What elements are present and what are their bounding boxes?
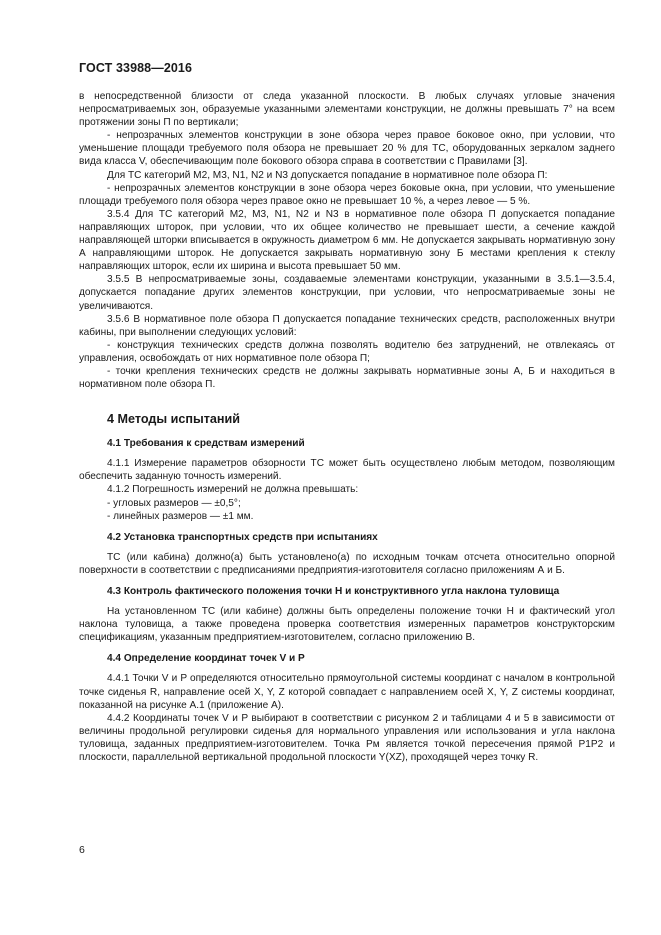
- page-number: 6: [79, 844, 85, 856]
- list-item: - угловых размеров — ±0,5°;: [107, 497, 241, 509]
- clause-3-5-5: 3.5.5 В непросматриваемые зоны, создаваемые элементами конструкции, указанными в 3.5.1—3.5.4, допускается попадание других элементов конструкции, при условии, что непросматриваемые зоны не увеличиваются.: [79, 274, 615, 312]
- subsection-heading: 4.2 Установка транспортных средств при испытаниях: [107, 531, 378, 543]
- clause-4-2: ТС (или кабина) должно(а) быть установлено(а) по исходным точкам отсчета относительно опорной поверхности в соответствии с предписаниями предприятия-изготовителя согласно приложениям А и Б.: [79, 551, 615, 576]
- clause-4-3: На установленном ТС (или кабине) должны быть определены положение точки H и фактический угол наклона туловища, а также проведена проверка соответствия измеренных параметров конструкторским спецификациям, указанным предприятием-изготовителем, согласно приложению В.: [79, 606, 615, 644]
- clause-4-4-1: 4.4.1 Точки V и P определяются относительно прямоугольной системы координат с началом в контрольной точке сиденья R, направление осей X, Y, Z которой совпадает с направлением осей X, Y, Z системы координат, показанной на рисунке А.1 (приложение А).: [79, 673, 615, 711]
- list-item: - линейных размеров — ±1 мм.: [107, 510, 254, 522]
- subsection-heading: 4.3 Контроль фактического положения точки H и конструктивного угла наклона туловища: [107, 586, 560, 597]
- paragraph: Для ТС категорий M2, M3, N1, N2 и N3 допускается попадание в нормативное поле обзора П:: [107, 169, 548, 181]
- clause-4-1-1: 4.1.1 Измерение параметров обзорности ТС может быть осуществлено любым методом, позволяющим обеспечить заданную точность измерений.: [79, 458, 615, 483]
- subsection-heading: 4.4 Определение координат точек V и P: [107, 653, 305, 665]
- clause-3-5-6: 3.5.6 В нормативное поле обзора П допускается попадание технических средств, расположенных внутри кабины, при выполнении следующих условий:: [79, 313, 615, 338]
- clause-4-1-2: 4.1.2 Погрешность измерений не должна превышать:: [107, 484, 359, 496]
- list-item: - непрозрачных элементов конструкции в зоне обзора через боковые окна, при условии, что уменьшение площади требуемого поля обзора через правое окно не превышает 10 %, а через левое — 5 %.: [79, 182, 615, 207]
- paragraph: в непосредственной близости от следа указанной плоскости. В любых случаях угловые значения непросматриваемых зон, образуемые указанными элементами конструкции, не должны превышать 7° на всем протяжении зоны П по вертикали;: [79, 91, 615, 129]
- document-body: [79, 90, 615, 764]
- section-heading: 4 Методы испытаний: [107, 412, 240, 427]
- list-item: - конструкция технических средств должна позволять водителю без затруднений, не отвлекаясь от управления, освобождать от них нормативное поле обзора П;: [79, 339, 615, 364]
- list-item: - точки крепления технических средств не должны закрывать нормативные зоны А, Б и находиться в нормативном поле обзора П.: [79, 365, 615, 391]
- list-item: - непрозрачных элементов конструкции в зоне обзора через правое боковое окно, при условии, что уменьшение площади требуемого поля обзора не превышает 20 % для ТС, оборудованных зеркалом заднего вида класса V, обеспечивающим поле бокового обзора справа в соответствии с Правилами [3].: [79, 130, 615, 168]
- doc-header: ГОСТ 33988—2016: [79, 61, 193, 75]
- subsection-heading: 4.1 Требования к средствам измерений: [107, 438, 305, 450]
- clause-3-5-4: 3.5.4 Для ТС категорий M2, M3, N1, N2 и N3 в нормативное поле обзора П допускается попадание направляющих шторок, при условии, что их общее количество не превышает шести, а сечение каждой направляющей шторки вписывается в окружность диаметром 6 мм. Не допускается закрывать нормативную зону А направляющими шторок. Не допускается закрывать нормативную зону Б местами крепления к стеклу направляющих шторок, если их ширина и высота превышает 50 мм.: [79, 208, 615, 273]
- clause-4-4-2: 4.4.2 Координаты точек V и P выбирают в соответствии с рисунком 2 и таблицами 4 и 5 в зависимости от величины продольной регулировки сиденья для нормального управления или использования и угла наклона туловища, заданных предприятием-изготовителем. Точка Pм является точкой пересечения прямой P1P2 и плоскости, параллельной вертикальной продольной плоскости Y(XZ), проходящей через точку R.: [79, 712, 615, 764]
